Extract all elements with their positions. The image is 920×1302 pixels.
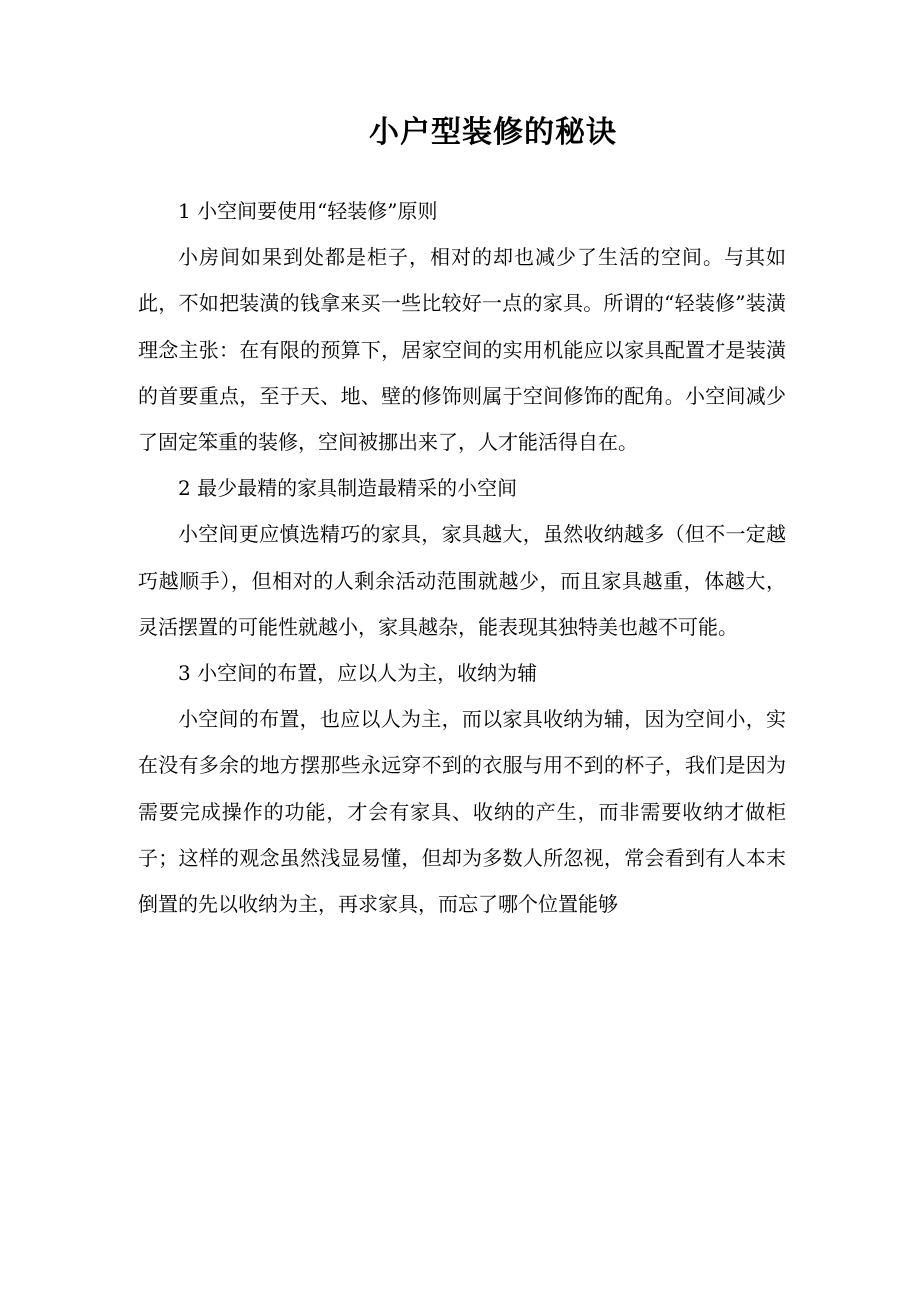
document-body — [138, 188, 786, 927]
section-heading-2: 2 最少最精的家具制造最精采的小空间 — [178, 476, 518, 501]
document-title: 小户型装修的秘诀 — [369, 115, 617, 150]
section-heading-3: 3 小空间的布置，应以人为主，收纳为辅 — [178, 661, 538, 686]
section-paragraph-2: 小空间更应慎选精巧的家具，家具越大，虽然收纳越多（但不一定越巧越顺手），但相对的人剩余活动范围就越少，而且家具越重，体越大，灵活摆置的可能性就越小，家具越杂，能表现其独特美也越不可能。 — [138, 522, 786, 639]
section-paragraph-1: 小房间如果到处都是柜子，相对的却也减少了生活的空间。与其如此，不如把装潢的钱拿来买一些比较好一点的家具。所谓的“轻装修”装潢理念主张：在有限的预算下，居家空间的实用机能应以家具配置才是装潢的首要重点，至于天、地、壁的修饰则属于空间修饰的配角。小空间减少了固定笨重的装修，空间被挪出来了，人才能活得自在。 — [138, 245, 786, 455]
section-heading-1: 1 小空间要使用“轻装修”原则 — [178, 199, 438, 223]
section-paragraph-3: 小空间的布置，也应以人为主，而以家具收纳为辅，因为空间小，实在没有多余的地方摆那些永远穿不到的衣服与用不到的杯子，我们是因为需要完成操作的功能，才会有家具、收纳的产生，而非需要收纳才做柜子；这样的观念虽然浅显易懂，但却为多数人所忽视，常会看到有人本末倒置的先以收纳为主，再求家具，而忘了哪个位置能够 — [138, 707, 786, 917]
